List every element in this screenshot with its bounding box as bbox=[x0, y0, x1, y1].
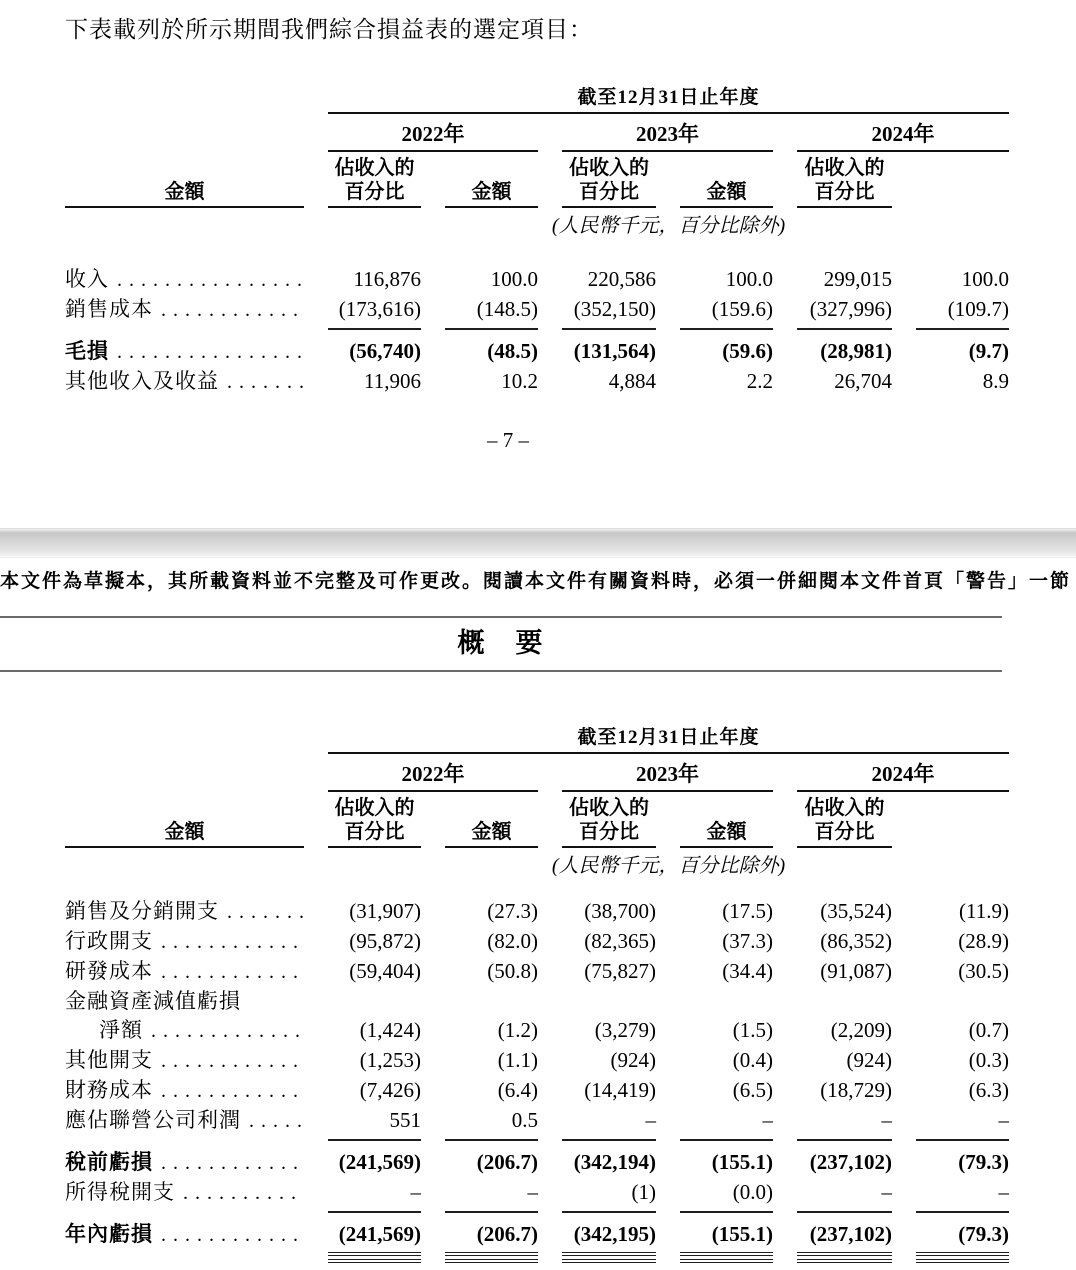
year-header-2022: 2022年 bbox=[328, 114, 538, 152]
rule-cell bbox=[797, 1250, 892, 1270]
double-rule-line bbox=[797, 1259, 892, 1263]
leader-dots bbox=[219, 368, 304, 397]
leader-dots bbox=[109, 338, 304, 367]
page-divider bbox=[0, 528, 1076, 558]
amount-col-header: 金額 bbox=[445, 792, 538, 848]
value-cell: (17.5) bbox=[722, 899, 773, 923]
rule-cell bbox=[328, 1250, 421, 1270]
amount-col-header: 金額 bbox=[65, 152, 304, 208]
leader-dots bbox=[153, 296, 304, 325]
rule-cell bbox=[562, 1136, 656, 1148]
value-cell: – bbox=[762, 1108, 773, 1132]
row-label: 銷售成本 bbox=[65, 297, 153, 321]
rule-cell bbox=[562, 1250, 656, 1270]
value-cell: (75,827) bbox=[584, 959, 656, 983]
double-rule-line bbox=[680, 1259, 773, 1263]
double-rule-line bbox=[680, 1252, 773, 1256]
row-label: 財務成本 bbox=[65, 1078, 153, 1102]
leader-dots bbox=[153, 1047, 304, 1076]
double-rule-line bbox=[445, 1252, 538, 1256]
value-cell: (155.1) bbox=[711, 1222, 773, 1246]
value-cell: (86,352) bbox=[820, 929, 892, 953]
row-label-cell bbox=[65, 1106, 304, 1136]
pct-col-header: 佔收入的 百分比 bbox=[797, 792, 892, 848]
value-cell: (9.7) bbox=[968, 339, 1009, 363]
value-cell: 116,876 bbox=[353, 267, 421, 291]
value-cell: 4,884 bbox=[608, 369, 656, 393]
rule-line bbox=[797, 328, 892, 330]
year-header-2024: 2024年 bbox=[797, 114, 1009, 152]
value-cell: 100.0 bbox=[961, 267, 1009, 291]
value-cell: (241,569) bbox=[338, 1222, 421, 1246]
value-cell: (342,195) bbox=[573, 1222, 656, 1246]
row-label: 其他收入及收益 bbox=[65, 369, 219, 393]
value-cell: – bbox=[998, 1180, 1009, 1204]
row-label-cell bbox=[65, 1178, 304, 1208]
draft-warning: 本文件為草擬本，其所載資料並不完整及可作更改。閱讀本文件有關資料時，必須一併細閱本文件首頁「警告」一節 bbox=[0, 571, 1072, 592]
value-cell: (206.7) bbox=[476, 1222, 538, 1246]
value-cell: (35,524) bbox=[820, 899, 892, 923]
rule-line bbox=[680, 1139, 773, 1141]
value-cell: (37.3) bbox=[722, 929, 773, 953]
leader-dots bbox=[153, 1077, 304, 1106]
row-label: 毛損 bbox=[65, 339, 109, 363]
rule-row-spacer bbox=[65, 1250, 304, 1270]
value-cell: (34.4) bbox=[722, 959, 773, 983]
summary-section-header bbox=[0, 616, 1002, 672]
value-cell: (1.2) bbox=[497, 1018, 538, 1042]
value-cell: (0.4) bbox=[732, 1048, 773, 1072]
double-rule-line bbox=[562, 1259, 656, 1263]
row-label-cell bbox=[65, 1148, 304, 1178]
year-header-2024: 2024年 bbox=[797, 754, 1009, 792]
value-cell: (173,616) bbox=[338, 297, 421, 321]
rule-line bbox=[680, 1211, 773, 1213]
income-statement-table-1 bbox=[65, 82, 1009, 397]
value-cell: (924) bbox=[846, 1048, 892, 1072]
value-cell: (14,419) bbox=[584, 1078, 656, 1102]
rule-line bbox=[916, 1139, 1009, 1141]
unit-note: (人民幣千元，百分比除外) bbox=[551, 855, 786, 877]
value-cell: (59.6) bbox=[722, 339, 773, 363]
row-label-cell bbox=[65, 927, 304, 957]
row-label-cell bbox=[65, 957, 304, 987]
rule-cell bbox=[797, 1136, 892, 1148]
value-cell: – bbox=[410, 1180, 421, 1204]
rule-cell bbox=[680, 325, 773, 337]
value-cell: – bbox=[645, 1108, 656, 1132]
value-cell: – bbox=[527, 1180, 538, 1204]
value-cell: (59,404) bbox=[349, 959, 421, 983]
leader-dots bbox=[153, 958, 304, 987]
value-cell: (11.9) bbox=[959, 899, 1009, 923]
value-cell: (342,194) bbox=[573, 1150, 656, 1174]
leader-dots bbox=[109, 266, 304, 295]
row-label: 稅前虧損 bbox=[65, 1150, 153, 1174]
rule-row-spacer bbox=[65, 325, 304, 337]
value-cell: (6.5) bbox=[732, 1078, 773, 1102]
value-cell: (1,424) bbox=[359, 1018, 421, 1042]
rule-cell bbox=[328, 1136, 421, 1148]
period-header: 截至12月31日止年度 bbox=[328, 722, 1009, 754]
value-cell bbox=[680, 987, 773, 1016]
value-cell: (30.5) bbox=[958, 959, 1009, 983]
value-cell: 2.2 bbox=[746, 369, 773, 393]
value-cell: (155.1) bbox=[711, 1150, 773, 1174]
rule-line bbox=[680, 328, 773, 330]
row-label-cell bbox=[65, 295, 304, 325]
row-label-cell bbox=[65, 1076, 304, 1106]
pct-col-header: 佔收入的 百分比 bbox=[328, 792, 421, 848]
rule-line bbox=[562, 1139, 656, 1141]
rule-line bbox=[328, 1211, 421, 1213]
double-rule-line bbox=[916, 1252, 1009, 1256]
rule-cell bbox=[680, 1250, 773, 1270]
rule-cell bbox=[680, 1136, 773, 1148]
row-label: 年內虧損 bbox=[65, 1222, 153, 1246]
header-body-gap bbox=[65, 879, 1009, 897]
row-label-cell bbox=[65, 1220, 304, 1250]
value-cell: – bbox=[881, 1108, 892, 1132]
row-label-cell bbox=[65, 265, 304, 295]
rule-cell bbox=[328, 1208, 421, 1220]
year-header-2022: 2022年 bbox=[328, 754, 538, 792]
value-cell: 100.0 bbox=[490, 267, 538, 291]
rule-cell bbox=[562, 1208, 656, 1220]
value-cell: (1) bbox=[631, 1180, 656, 1204]
value-cell: 100.0 bbox=[725, 267, 773, 291]
value-cell: (50.8) bbox=[487, 959, 538, 983]
amount-col-header: 金額 bbox=[680, 152, 773, 208]
rule-cell bbox=[916, 1208, 1009, 1220]
rule-cell bbox=[445, 325, 538, 337]
value-cell: (159.6) bbox=[711, 297, 773, 321]
rule-row-spacer bbox=[65, 1208, 304, 1220]
rule-cell bbox=[797, 325, 892, 337]
value-cell: (48.5) bbox=[487, 339, 538, 363]
leader-dots bbox=[241, 1107, 304, 1136]
rule-cell bbox=[445, 1208, 538, 1220]
value-cell: (148.5) bbox=[476, 297, 538, 321]
value-cell: (241,569) bbox=[338, 1150, 421, 1174]
rule-cell bbox=[328, 325, 421, 337]
value-cell: 10.2 bbox=[501, 369, 538, 393]
value-cell: (79.3) bbox=[958, 1222, 1009, 1246]
value-cell: (28.9) bbox=[958, 929, 1009, 953]
rule-line bbox=[916, 328, 1009, 330]
value-cell: 299,015 bbox=[823, 267, 892, 291]
value-cell: (0.3) bbox=[968, 1048, 1009, 1072]
year-header-2023: 2023年 bbox=[562, 754, 773, 792]
double-rule-line bbox=[445, 1259, 538, 1263]
page-8 bbox=[0, 558, 1076, 1270]
value-cell bbox=[445, 987, 538, 1016]
value-cell: (109.7) bbox=[947, 297, 1009, 321]
value-cell: (924) bbox=[610, 1048, 656, 1072]
double-rule-line bbox=[916, 1259, 1009, 1263]
value-cell: 11,906 bbox=[364, 369, 421, 393]
rule-cell bbox=[916, 325, 1009, 337]
value-cell: (95,872) bbox=[349, 929, 421, 953]
leader-dots bbox=[175, 1179, 304, 1208]
page-number: – 7 – bbox=[487, 428, 529, 452]
value-cell: 8.9 bbox=[982, 369, 1009, 393]
amount-col-header: 金額 bbox=[445, 152, 538, 208]
value-cell: (0.0) bbox=[732, 1180, 773, 1204]
leader-dots bbox=[153, 1149, 304, 1178]
value-cell: (206.7) bbox=[476, 1150, 538, 1174]
page-7 bbox=[0, 0, 1076, 528]
pct-col-header: 佔收入的 百分比 bbox=[562, 792, 656, 848]
pct-col-header: 佔收入的 百分比 bbox=[797, 152, 892, 208]
leader-dots bbox=[219, 898, 304, 927]
value-cell: 220,586 bbox=[587, 267, 656, 291]
rule-cell bbox=[916, 1250, 1009, 1270]
row-label: 其他開支 bbox=[65, 1048, 153, 1072]
value-cell: (6.4) bbox=[497, 1078, 538, 1102]
value-cell: (0.7) bbox=[968, 1018, 1009, 1042]
row-label-cell bbox=[65, 367, 304, 397]
value-cell: (91,087) bbox=[820, 959, 892, 983]
value-cell bbox=[916, 987, 1009, 1016]
rule-row-spacer bbox=[65, 1136, 304, 1148]
rule-cell bbox=[445, 1136, 538, 1148]
value-cell: (82.0) bbox=[487, 929, 538, 953]
unit-note: (人民幣千元，百分比除外) bbox=[551, 215, 786, 237]
value-cell: (237,102) bbox=[809, 1222, 892, 1246]
value-cell bbox=[328, 987, 421, 1016]
row-label: 所得稅開支 bbox=[65, 1180, 175, 1204]
rule-cell bbox=[797, 1208, 892, 1220]
pct-col-header: 佔收入的 百分比 bbox=[562, 152, 656, 208]
rule-line bbox=[445, 1211, 538, 1213]
leader-dots bbox=[153, 928, 304, 957]
leader-dots bbox=[153, 1221, 304, 1250]
row-label: 淨額 bbox=[99, 1018, 143, 1042]
double-rule-line bbox=[328, 1252, 421, 1256]
amount-col-header: 金額 bbox=[65, 792, 304, 848]
row-label: 銷售及分銷開支 bbox=[65, 899, 219, 923]
value-cell: (2,209) bbox=[830, 1018, 892, 1042]
rule-cell bbox=[916, 1136, 1009, 1148]
row-label-cell bbox=[65, 1016, 304, 1046]
rule-line bbox=[445, 1139, 538, 1141]
value-cell: (327,996) bbox=[809, 297, 892, 321]
row-label-cell bbox=[65, 897, 304, 927]
year-header-2023: 2023年 bbox=[562, 114, 773, 152]
value-cell: (131,564) bbox=[573, 339, 656, 363]
value-cell: (6.3) bbox=[968, 1078, 1009, 1102]
value-cell: 26,704 bbox=[834, 369, 892, 393]
row-label-cell bbox=[65, 987, 304, 1016]
income-statement-table-2 bbox=[65, 722, 1009, 1270]
rule-cell bbox=[562, 325, 656, 337]
value-cell: (352,150) bbox=[573, 297, 656, 321]
value-cell: – bbox=[881, 1180, 892, 1204]
value-cell: (237,102) bbox=[809, 1150, 892, 1174]
value-cell: (7,426) bbox=[359, 1078, 421, 1102]
rule-line bbox=[562, 328, 656, 330]
period-header: 截至12月31日止年度 bbox=[328, 82, 1009, 114]
row-label: 研發成本 bbox=[65, 959, 153, 983]
value-cell: (79.3) bbox=[958, 1150, 1009, 1174]
rule-cell bbox=[445, 1250, 538, 1270]
pct-col-header: 佔收入的 百分比 bbox=[328, 152, 421, 208]
amount-col-header: 金額 bbox=[680, 792, 773, 848]
value-cell: (1.5) bbox=[732, 1018, 773, 1042]
value-cell: 551 bbox=[389, 1108, 421, 1132]
double-rule-line bbox=[562, 1252, 656, 1256]
leader-dots bbox=[143, 1017, 304, 1046]
value-cell: (28,981) bbox=[820, 339, 892, 363]
rule-line bbox=[797, 1211, 892, 1213]
section-title: 概 要 bbox=[457, 628, 545, 658]
value-cell: (56,740) bbox=[349, 339, 421, 363]
rule-line bbox=[328, 328, 421, 330]
row-label: 行政開支 bbox=[65, 929, 153, 953]
value-cell bbox=[797, 987, 892, 1016]
value-cell: (27.3) bbox=[487, 899, 538, 923]
value-cell: (1,253) bbox=[359, 1048, 421, 1072]
value-cell: (1.1) bbox=[497, 1048, 538, 1072]
row-label-cell bbox=[65, 1046, 304, 1076]
rule-line bbox=[445, 328, 538, 330]
double-rule-line bbox=[328, 1259, 421, 1263]
row-label: 應佔聯營公司利潤 bbox=[65, 1108, 241, 1132]
row-label-cell bbox=[65, 337, 304, 367]
value-cell: (82,365) bbox=[584, 929, 656, 953]
value-cell: (38,700) bbox=[584, 899, 656, 923]
value-cell: (31,907) bbox=[349, 899, 421, 923]
header-body-gap bbox=[65, 239, 1009, 265]
rule-cell bbox=[680, 1208, 773, 1220]
rule-line bbox=[797, 1139, 892, 1141]
rule-line bbox=[328, 1139, 421, 1141]
rule-line bbox=[562, 1211, 656, 1213]
intro-text: 下表載列於所示期間我們綜合損益表的選定項目： bbox=[65, 17, 593, 42]
rule-line bbox=[916, 1211, 1009, 1213]
value-cell: (3,279) bbox=[594, 1018, 656, 1042]
row-label: 收入 bbox=[65, 267, 109, 291]
value-cell: – bbox=[998, 1108, 1009, 1132]
value-cell bbox=[562, 987, 656, 1016]
row-label: 金融資產減值虧損 bbox=[65, 989, 241, 1013]
value-cell: 0.5 bbox=[511, 1108, 538, 1132]
double-rule-line bbox=[797, 1252, 892, 1256]
value-cell: (18,729) bbox=[820, 1078, 892, 1102]
